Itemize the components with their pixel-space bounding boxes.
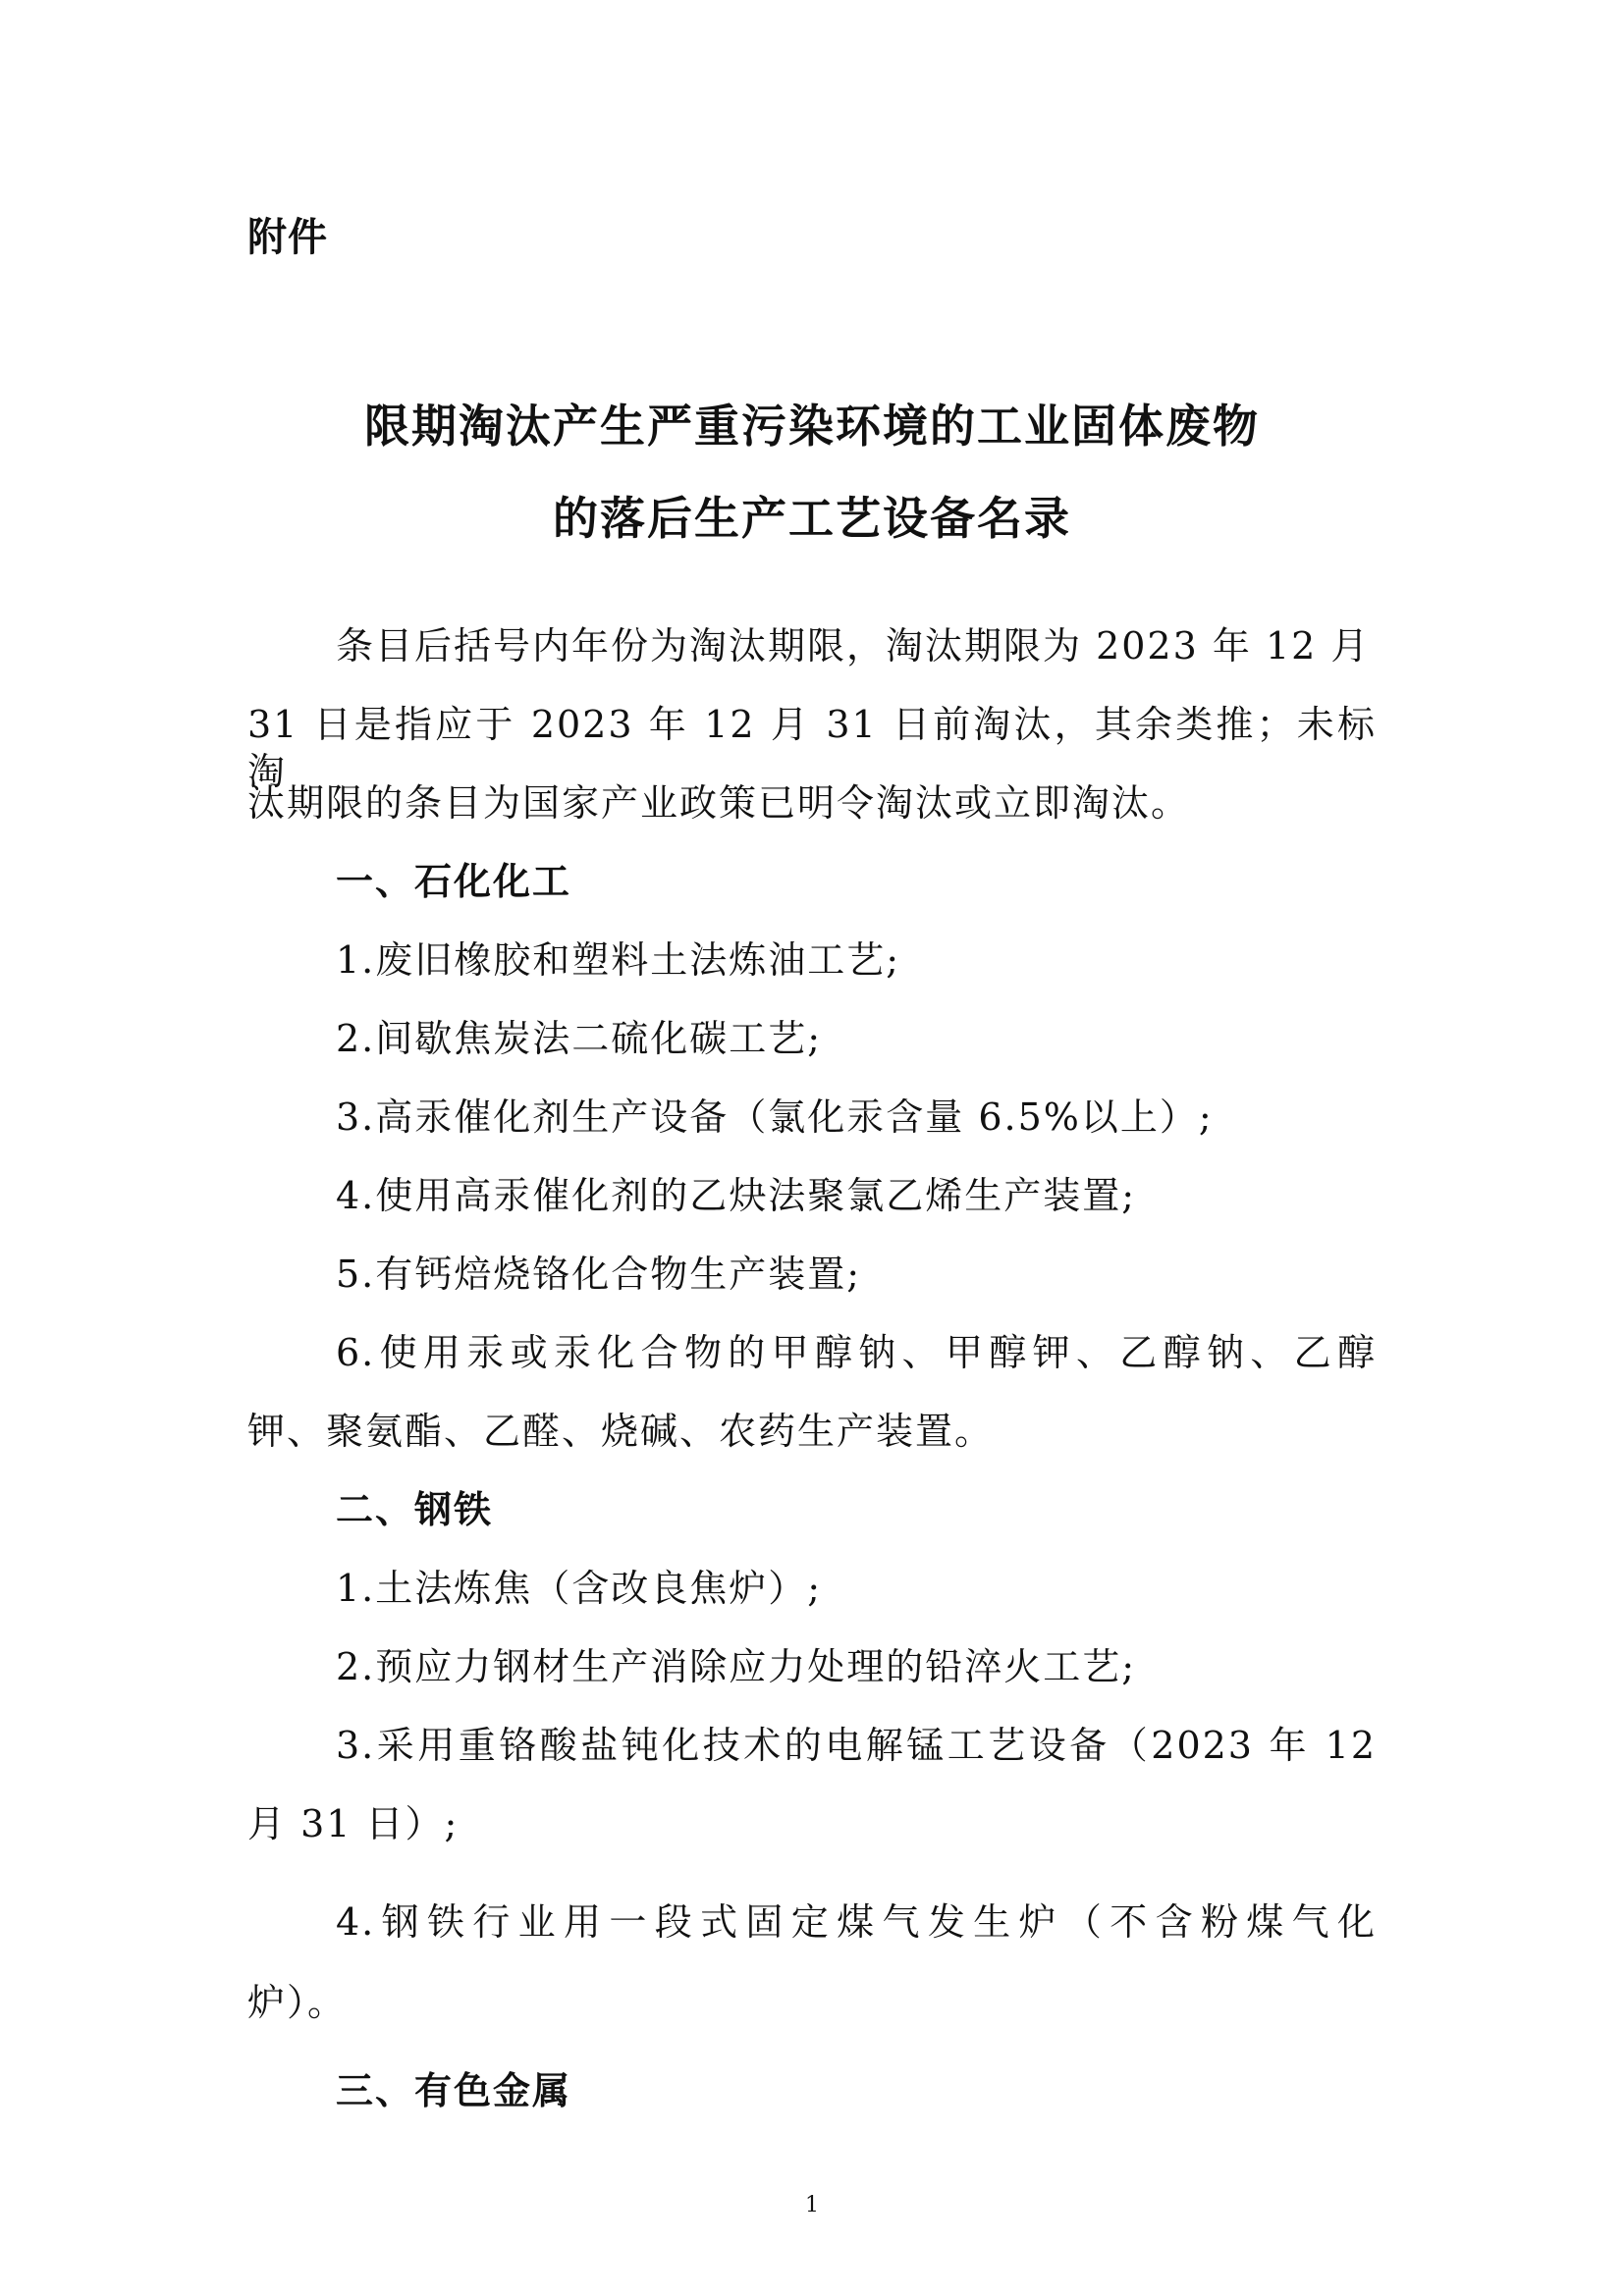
- intro-line-2: 31 日是指应于 2023 年 12 月 31 日前淘汰，其余类推；未标淘: [247, 703, 1377, 793]
- section-1-item-5: 5.有钙焙烧铬化合物生产装置;: [336, 1253, 862, 1296]
- section-2-item-1: 1.土法炼焦（含改良焦炉）;: [336, 1567, 823, 1610]
- document-title-line-1: 限期淘汰产生严重污染环境的工业固体废物: [364, 400, 1260, 453]
- intro-line-3: 汰期限的条目为国家产业政策已明令淘汰或立即淘汰。: [247, 781, 1191, 825]
- section-1-item-2: 2.间歇焦炭法二硫化碳工艺;: [336, 1017, 823, 1060]
- section-1-item-4: 4.使用高汞催化剂的乙炔法聚氯乙烯生产装置;: [336, 1174, 1137, 1217]
- section-heading-steel: 二、钢铁: [336, 1488, 494, 1531]
- section-1-item-3: 3.高汞催化剂生产设备（氯化汞含量 6.5%以上）;: [336, 1095, 1214, 1139]
- attachment-label: 附件: [247, 215, 328, 260]
- section-heading-petrochemical: 一、石化化工: [336, 860, 572, 903]
- intro-line-1: 条目后括号内年份为淘汰期限，淘汰期限为 2023 年 12 月: [336, 624, 1371, 667]
- section-2-item-2: 2.预应力钢材生产消除应力处理的铅淬火工艺;: [336, 1645, 1137, 1688]
- section-1-item-6-line-2: 钾、聚氨酯、乙醛、烧碱、农药生产装置。: [247, 1410, 995, 1453]
- section-1-item-6-line-1: 6.使用汞或汞化合物的甲醇钠、甲醇钾、乙醇钠、乙醇: [336, 1331, 1377, 1374]
- section-2-item-4-line-1: 4.钢铁行业用一段式固定煤气发生炉（不含粉煤气化: [336, 1900, 1377, 1944]
- section-2-item-4-line-2: 炉）。: [247, 1981, 348, 2024]
- section-heading-nonferrous-metals: 三、有色金属: [336, 2069, 572, 2112]
- section-2-item-3-line-1: 3.采用重铬酸盐钝化技术的电解锰工艺设备（2023 年 12: [336, 1724, 1377, 1767]
- section-1-item-1: 1.废旧橡胶和塑料土法炼油工艺;: [336, 938, 901, 982]
- page-number: 1: [805, 2193, 819, 2217]
- section-2-item-3-line-2: 月 31 日）;: [247, 1802, 460, 1845]
- document-title-line-2: 的落后生产工艺设备名录: [553, 492, 1071, 545]
